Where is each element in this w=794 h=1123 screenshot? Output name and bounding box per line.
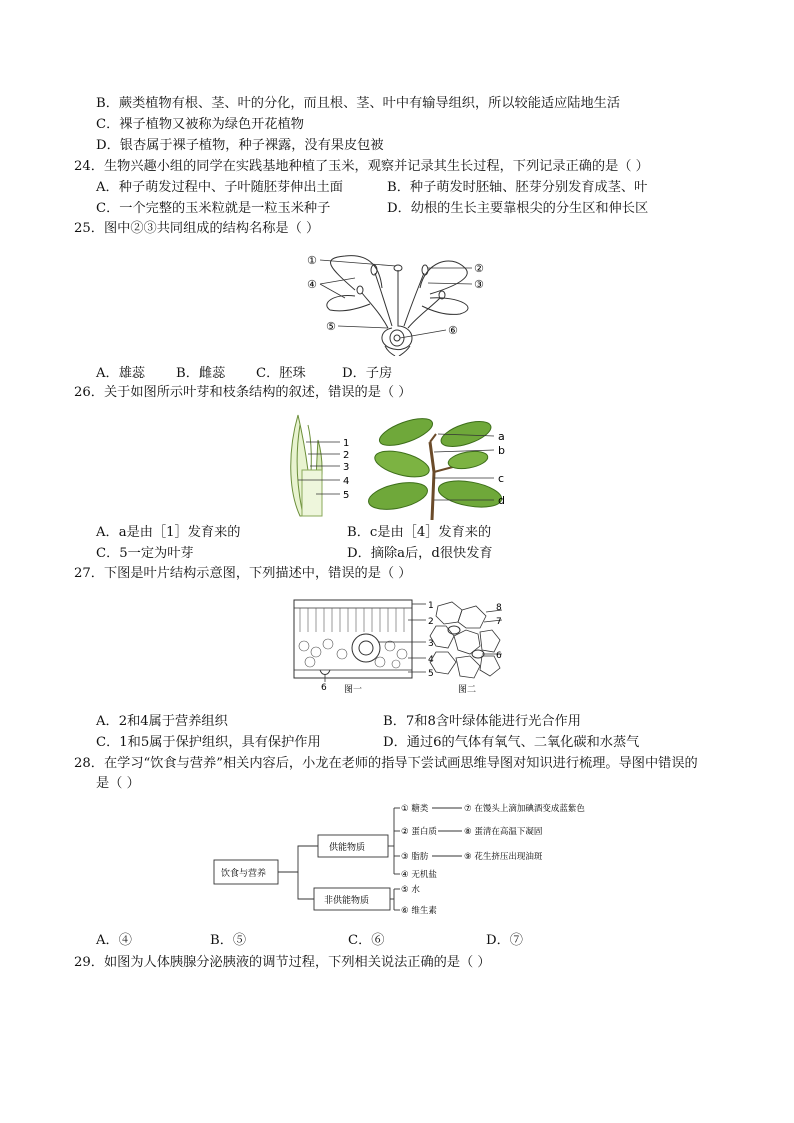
q25-option-d: D．子房 xyxy=(342,366,393,381)
fig2-label-6: 6 xyxy=(496,651,502,661)
q27-option-d: D．通过6的气体有氧气、二氧化碳和水蒸气 xyxy=(383,735,640,750)
nutrition-mind-map xyxy=(210,800,600,922)
q28-option-c: C．⑥ xyxy=(348,933,385,948)
fig1-label-2: 2 xyxy=(428,617,434,627)
q25-option-c: C．胚珠 xyxy=(256,366,306,381)
flower-diagram xyxy=(300,248,500,356)
q25-option-b: B．雌蕊 xyxy=(176,366,226,381)
q27-option-a: A．2和4属于营养组织 xyxy=(96,714,228,729)
q24-option-a: A．种子萌发过程中、子叶随胚芽伸出土面 xyxy=(96,180,343,195)
map-nonenergy: 非供能物质 xyxy=(324,896,370,906)
q24-option-c: C．一个完整的玉米粒就是一粒玉米种子 xyxy=(96,201,331,216)
fig1-label-6: 6 xyxy=(321,683,327,693)
q28-option-a: A．④ xyxy=(96,933,132,948)
map-n5: ⑤ 水 xyxy=(401,885,420,895)
flower-label-5: ⑤ xyxy=(326,320,336,333)
q28-stem-line2: 是（ ） xyxy=(96,776,140,791)
leaf-bud-diagram xyxy=(280,410,358,518)
bud-label-5: 5 xyxy=(343,490,350,501)
fig1-label-1: 1 xyxy=(428,601,434,611)
q25-stem: 25．图中②③共同组成的结构名称是（ ） xyxy=(74,221,320,236)
q23-option-c: C．裸子植物又被称为绿色开花植物 xyxy=(96,117,304,132)
q24-stem: 24．生物兴趣小组的同学在实践基地种植了玉米，观察并记录其生长过程，下列记录正确的是（ ） xyxy=(74,159,649,174)
map-n3: ③ 脂肪 xyxy=(401,852,429,862)
flower-label-3: ③ xyxy=(474,278,484,291)
branch-label-a: a xyxy=(498,430,505,443)
q23-option-d: D．银杏属于裸子植物，种子裸露，没有果皮包被 xyxy=(96,138,384,153)
map-root: 饮食与营养 xyxy=(221,869,267,879)
q28-option-d: D．⑦ xyxy=(486,933,523,948)
flower-label-4: ④ xyxy=(307,278,317,291)
bud-label-4: 4 xyxy=(343,476,350,487)
fig1-label-5: 5 xyxy=(428,669,434,679)
fig2-label-7: 7 xyxy=(496,617,502,627)
flower-label-2: ② xyxy=(474,262,484,275)
q29-stem: 29．如图为人体胰腺分泌胰液的调节过程，下列相关说法正确的是（ ） xyxy=(74,955,491,970)
map-n6: ⑥ 维生素 xyxy=(401,906,437,916)
branch-label-d: d xyxy=(498,494,505,507)
bud-label-3: 3 xyxy=(343,462,350,473)
branch-label-b: b xyxy=(498,444,505,457)
q23-option-b: B．蕨类植物有根、茎、叶的分化，而且根、茎、叶中有输导组织，所以较能适应陆地生活 xyxy=(96,96,620,111)
bud-label-1: 1 xyxy=(343,438,350,449)
map-energy: 供能物质 xyxy=(329,843,366,853)
map-n1: ① 糖类 xyxy=(401,804,429,814)
map-n2: ② 蛋白质 xyxy=(401,827,437,837)
q26-option-b: B．c是由［4］发育来的 xyxy=(347,525,492,540)
q27-option-c: C．1和5属于保护组织，具有保护作用 xyxy=(96,735,321,750)
map-n8: ⑧ 蛋清在高温下凝固 xyxy=(464,827,543,837)
q28-option-b: B．⑤ xyxy=(210,933,247,948)
fig1-label-3: 3 xyxy=(428,639,434,649)
map-n4: ④ 无机盐 xyxy=(401,870,437,880)
fig1-label-4: 4 xyxy=(428,655,434,665)
map-n9: ⑨ 花生挤压出现油斑 xyxy=(464,852,543,862)
q26-option-a: A．a是由［1］发育来的 xyxy=(96,525,241,540)
q26-stem: 26．关于如图所示叶芽和枝条结构的叙述，错误的是（ ） xyxy=(74,385,412,400)
fig1-caption: 图一 xyxy=(344,685,363,695)
q28-stem-line1: 28．在学习“饮食与营养”相关内容后，小龙在老师的指导下尝试画思维导图对知识进行梳理。导图中错误的 xyxy=(74,756,698,771)
fig2-label-8: 8 xyxy=(496,603,502,613)
fig2-caption: 图二 xyxy=(458,685,477,695)
q24-option-d: D．幼根的生长主要靠根尖的分生区和伸长区 xyxy=(387,201,649,216)
q26-option-d: D．摘除a后，d很快发育 xyxy=(347,546,493,561)
q27-stem: 27．下图是叶片结构示意图，下列描述中，错误的是（ ） xyxy=(74,566,412,581)
map-n7: ⑦ 在馒头上滴加碘酒变成蓝紫色 xyxy=(464,804,585,814)
q24-option-b: B．种子萌发时胚轴、胚芽分别发育成茎、叶 xyxy=(387,180,648,195)
flower-label-1: ① xyxy=(307,254,317,267)
q25-option-a: A．雄蕊 xyxy=(96,366,146,381)
q26-option-c: C．5一定为叶芽 xyxy=(96,546,194,561)
leaf-cross-section-diagram xyxy=(290,596,506,700)
branch-diagram xyxy=(366,412,514,520)
branch-label-c: c xyxy=(498,472,505,485)
q27-option-b: B．7和8含叶绿体能进行光合作用 xyxy=(383,714,581,729)
bud-label-2: 2 xyxy=(343,450,350,461)
flower-label-6: ⑥ xyxy=(448,324,458,337)
